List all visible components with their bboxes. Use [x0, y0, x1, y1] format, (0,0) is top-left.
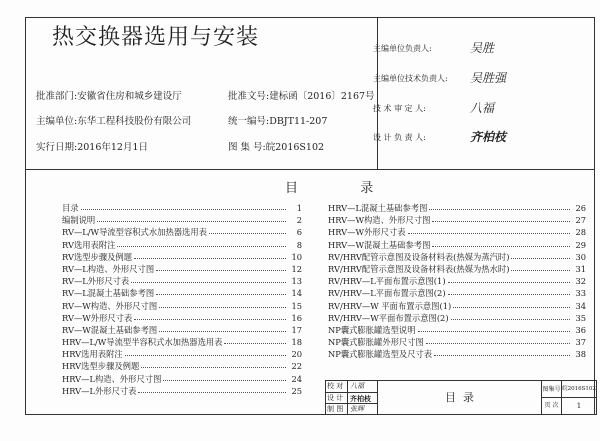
label: 批准部门:	[36, 91, 78, 102]
signature: 八福	[470, 101, 495, 115]
toc-entry	[328, 226, 586, 238]
toc-entry-title: HRV—L混凝土基础参考图	[328, 203, 428, 213]
page-number: 1	[576, 402, 582, 410]
leader-dots	[432, 214, 570, 222]
toc-entry-page: 10	[291, 251, 302, 262]
signature: 吴胜强	[470, 71, 507, 85]
design-label: 设 计	[326, 393, 348, 405]
leader-dots	[429, 202, 570, 210]
toc-entry-page: 17	[291, 324, 302, 335]
toc-entry-page: 6	[296, 227, 302, 238]
toc-entry	[328, 324, 586, 336]
toc-entry-title: HRV—W外形尺寸表	[328, 227, 406, 238]
toc-entry-page: 28	[575, 227, 586, 238]
toc-entry	[62, 275, 302, 287]
toc-entry-title: RV—W外形尺寸表	[62, 312, 133, 323]
leader-dots	[141, 360, 286, 368]
leader-dots	[81, 202, 286, 210]
toc-entry-title: NP囊式膨胀罐选型说明	[328, 324, 416, 335]
toc-right	[328, 202, 586, 360]
leader-dots	[134, 251, 286, 259]
toc-entry-page: 29	[575, 239, 586, 250]
value: 东华工程科技股份有限公司	[77, 116, 192, 127]
toc-entry	[62, 287, 302, 299]
leader-dots	[209, 226, 286, 234]
toc-entry	[62, 263, 302, 275]
leader-dots	[418, 324, 570, 332]
toc-entry	[328, 287, 586, 299]
toc-entry	[328, 348, 586, 360]
toc-entry-title: RV/HRV—L平面布置示意图(1)	[328, 276, 446, 287]
toc-entry-title: RV/HRV—L平面布置示意图(2)	[328, 288, 446, 299]
toc-entry-title: HRV—W构造、外形尺寸图	[328, 215, 431, 226]
approval-dept	[36, 88, 182, 102]
leader-dots	[426, 336, 570, 344]
value: 安徽省住房和城乡建设厅	[77, 91, 182, 102]
effective-date	[36, 139, 148, 153]
toc-entry-title: RV选用表附注	[62, 239, 116, 250]
leader-dots	[511, 251, 570, 259]
leader-dots	[156, 287, 286, 295]
toc-entry	[62, 385, 302, 397]
leader-dots	[453, 300, 570, 308]
label: 批准文号:	[228, 91, 270, 102]
toc-entry-title: RV—L构造、外形尺寸图	[62, 263, 155, 274]
toc-entry-page: 8	[296, 239, 302, 250]
label: 图 集 号:	[228, 142, 266, 153]
leader-dots	[159, 300, 286, 308]
toc-entry-title: RV—L/W导流型容积式水加热器选用表	[62, 227, 207, 238]
leader-dots	[511, 263, 570, 271]
leader-dots	[408, 226, 571, 234]
leader-dots	[117, 239, 286, 247]
toc-entry-title: RV—L混凝土基础参考图	[62, 288, 155, 299]
atlas-label: 图集号	[542, 381, 562, 398]
toc-entry-page: 12	[291, 263, 302, 274]
toc-entry-page: 26	[575, 203, 586, 213]
leader-dots	[131, 275, 286, 283]
toc-entry-page: 15	[291, 300, 302, 311]
label: 主编单位:	[36, 116, 78, 127]
toc-entry	[62, 251, 302, 263]
leader-dots	[448, 275, 570, 283]
toc-entry	[62, 348, 302, 360]
toc-entry-page: 37	[575, 337, 586, 348]
toc-entry-page: 33	[575, 288, 586, 299]
toc-entry-page: 25	[291, 385, 302, 396]
sig-label: 主编单位技术负责人:	[373, 74, 448, 83]
toc-entry	[328, 263, 586, 275]
leader-dots	[125, 348, 286, 356]
label: 实行日期:	[36, 142, 78, 153]
toc-entry-page: 2	[296, 215, 302, 226]
toc-entry-page: 14	[291, 288, 302, 299]
value: DBJT11-207	[269, 116, 328, 127]
toc-entry	[62, 312, 302, 324]
toc-entry-title: HRV—W混凝土基础参考图	[328, 239, 431, 250]
sig-label: 主编单位负责人:	[373, 44, 432, 53]
value: 皖2016S102	[265, 142, 325, 153]
toc-entry-page: 38	[575, 349, 586, 360]
sheet-title: 目 录	[378, 381, 542, 414]
toc-entry-title: HRV选型步骤及例题	[62, 361, 140, 372]
toc-entry-title: RV选型步骤及例题	[62, 251, 133, 262]
page-label: 页 次	[542, 398, 562, 414]
toc-entry-title: RV—W混凝土基础参考图	[62, 324, 158, 335]
toc-entry-page: 13	[291, 276, 302, 287]
toc-entry	[62, 202, 302, 214]
header-divider	[377, 17, 378, 169]
toc-entry-title: HRV—L构造、外形尺寸图	[62, 373, 162, 384]
signature: 吴胜	[470, 41, 495, 55]
sig-label: 技 术 审 定 人:	[373, 104, 426, 113]
value: 建标函〔2016〕2167号	[269, 91, 375, 102]
toc-entry	[62, 360, 302, 372]
toc-entry	[62, 214, 302, 226]
toc-entry-page: 30	[575, 251, 586, 262]
toc-entry	[328, 300, 586, 312]
editor-unit	[36, 113, 191, 127]
leader-dots	[434, 348, 570, 356]
leader-dots	[432, 239, 570, 247]
toc-entry-title: NP囊式膨胀罐外形尺寸图	[328, 337, 424, 348]
toc-entry-title: HRV选用表附注	[62, 349, 123, 360]
toc-entry-page: 32	[575, 276, 586, 287]
signature: 齐柏枝	[470, 130, 507, 144]
value: 2016年12月1日	[77, 142, 149, 153]
leader-dots	[134, 312, 286, 320]
toc-entry-page: 18	[291, 337, 302, 348]
toc-entry-page: 27	[575, 215, 586, 226]
toc-entry	[62, 300, 302, 312]
toc-entry-title: NP囊式膨胀罐选型及尺寸表	[328, 349, 433, 360]
toc-entry-title: RV—L外形尺寸表	[62, 276, 130, 287]
unified-number	[228, 113, 327, 127]
leader-dots	[448, 287, 570, 295]
check-label: 校 对	[326, 381, 348, 393]
toc-entry-page: 34	[575, 300, 586, 311]
toc-entry-page: 31	[575, 263, 586, 274]
toc-entry	[328, 312, 586, 324]
label: 统一编号:	[228, 116, 270, 127]
leader-dots	[163, 373, 286, 381]
toc-entry-title: RV—W构造、外形尺寸图	[62, 300, 158, 311]
toc-title: 目 录	[285, 181, 392, 196]
toc-entry-title: RV/HRV—W平面布置示意图(2)	[328, 312, 449, 323]
leader-dots	[224, 336, 286, 344]
toc-entry-title: HRV—L/W导流型半容积式水加热器选用表	[62, 337, 223, 348]
toc-entry	[62, 324, 302, 336]
draw-label: 制 图	[326, 404, 348, 415]
title-block	[325, 380, 597, 415]
design-signature: 齐柏枝	[348, 393, 378, 405]
leader-dots	[159, 324, 286, 332]
sig-label: 设 计 负 责 人:	[373, 133, 426, 142]
toc-entry-title: RV/HRV—W 平面布置示意图(1)	[328, 300, 452, 311]
toc-entry-title: 目录	[62, 203, 79, 213]
toc-entry	[62, 226, 302, 238]
toc-entry-title: RV/HRV配管示意图及设备材料表(热媒为热水时)	[328, 263, 510, 274]
toc-entry-page: 22	[291, 361, 302, 372]
toc-entry	[328, 275, 586, 287]
atlas-number	[228, 139, 324, 153]
approval-doc	[228, 88, 375, 102]
leader-dots	[138, 385, 286, 393]
toc-entry-title: 编制说明	[62, 215, 96, 226]
toc-entry	[62, 336, 302, 348]
atlas-number: 皖2016S102	[562, 381, 596, 398]
toc-entry	[328, 336, 586, 348]
toc-entry-page: 16	[291, 312, 302, 323]
toc-left	[62, 202, 302, 397]
toc-entry-title: HRV—L外形尺寸表	[62, 385, 137, 396]
toc-entry-page: 1	[296, 203, 302, 213]
leader-dots	[156, 263, 286, 271]
toc-entry-title: RV/HRV配管示意图及设备材料表(热媒为蒸汽时)	[328, 251, 510, 262]
toc-entry	[328, 214, 586, 226]
toc-entry	[62, 239, 302, 251]
toc-entry-page: 20	[291, 349, 302, 360]
toc-entry-page: 36	[575, 324, 586, 335]
leader-dots	[451, 312, 570, 320]
document-title: 热交换器选用与安装	[52, 25, 260, 50]
leader-dots	[97, 214, 286, 222]
toc-entry	[328, 202, 586, 214]
check-signature: 八福	[348, 381, 378, 393]
toc-entry	[62, 373, 302, 385]
toc-entry-page: 35	[575, 312, 586, 323]
toc-entry-page: 24	[291, 373, 302, 384]
toc-entry	[328, 251, 586, 263]
draw-signature: 张辉	[348, 404, 378, 415]
toc-entry	[328, 239, 586, 251]
